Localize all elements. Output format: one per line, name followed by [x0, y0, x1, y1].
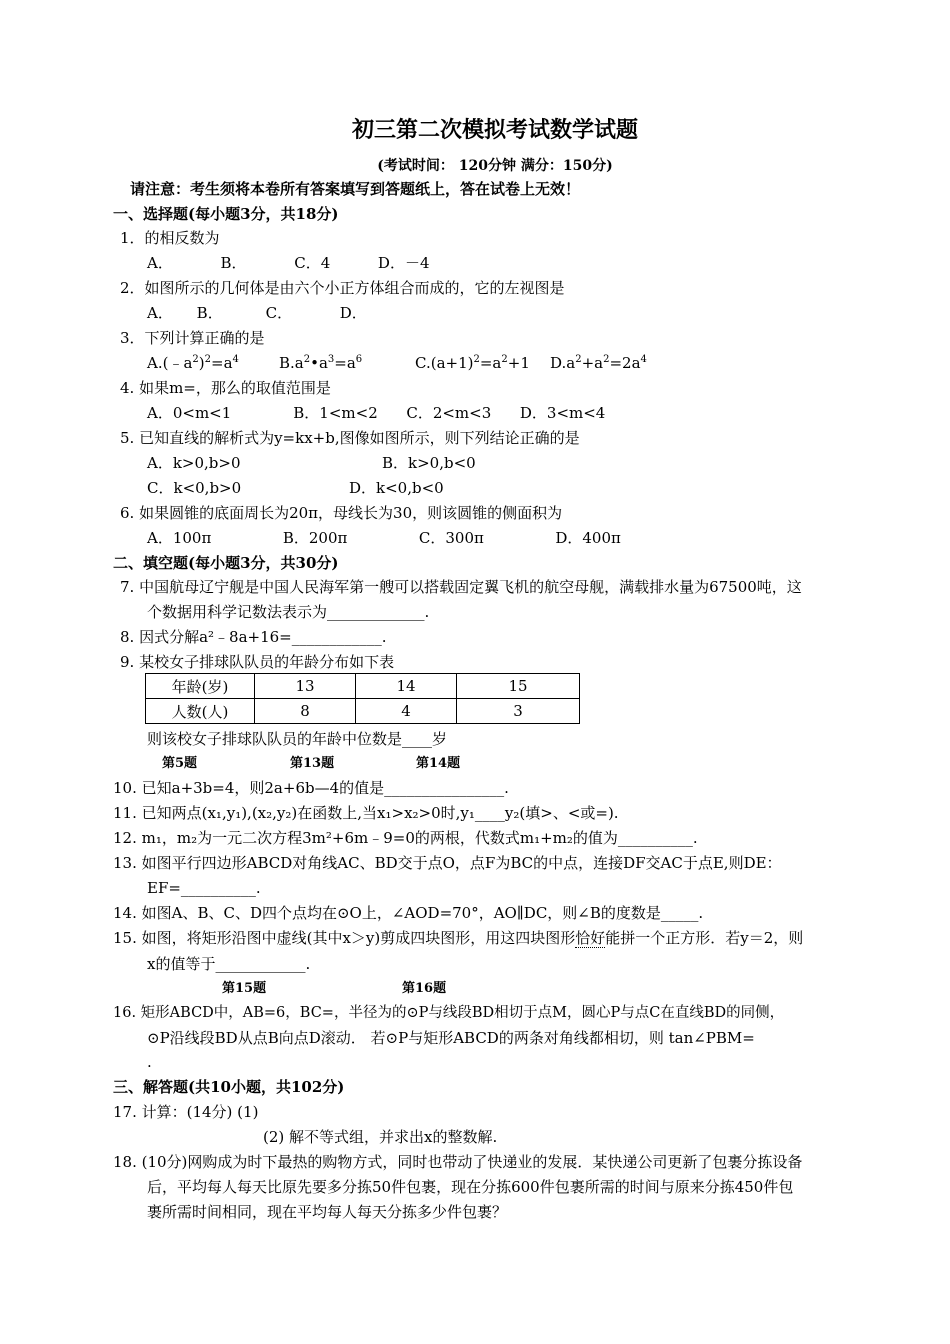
- figure-caption: 第14题: [416, 756, 461, 771]
- table-cell: 14: [356, 674, 457, 699]
- question-4-options: A．0<m<1 B．1<m<2 C．2<m<3 D．3<m<4: [147, 404, 606, 422]
- question-16: 16. 矩形ABCD中，AB=6，BC=，半径为的⊙P与线段BD相切于点M，圆心P与点C在直线BD的同侧，: [113, 1005, 785, 1021]
- question-18: 18. (10分)网购成为时下最热的购物方式，同时也带动了快递业的发展．某快递公司更新了包裹分拣设备: [113, 1153, 803, 1171]
- question-6-options: A．100π B．200π C．300π D．400π: [147, 529, 621, 547]
- exam-info: (考试时间： 120分钟 满分：150分): [377, 158, 613, 174]
- age-table: [145, 673, 580, 724]
- question-15-text: 能拼一个正方形．若y＝2，则: [605, 929, 804, 947]
- table-row: [146, 699, 580, 724]
- question-3: 3．下列计算正确的是: [120, 329, 265, 347]
- question-17: 17. 计算：(14分) (1): [113, 1103, 259, 1121]
- question-14: 14. 如图A、B、C、D四个点均在⊙O上，∠AOD=70°，AO∥DC，则∠B的度数是_____.: [113, 904, 704, 922]
- table-cell: 13: [255, 674, 356, 699]
- question-13-cont: EF=__________.: [147, 879, 261, 897]
- question-17-part2: (2) 解不等式组，并求出x的整数解.: [263, 1128, 498, 1146]
- question-12: 12. m₁，m₂为一元二次方程3m²+6m﹣9=0的两根，代数式m₁+m₂的值为__________.: [113, 829, 698, 847]
- emphasis-text: 恰好: [575, 929, 606, 947]
- table-cell: 3: [457, 699, 580, 724]
- question-4: 4. 如果m=，那么的取值范围是: [120, 379, 331, 397]
- question-2-options: A． B． C． D．: [147, 304, 367, 322]
- question-5-option-b: B．k>0,b<0: [382, 454, 476, 472]
- question-5-option-a: A．k>0,b>0: [147, 454, 241, 472]
- table-cell: 年龄(岁): [146, 674, 255, 699]
- question-3-options: $A.(﹣a^2)^2=a^4$ $B.a^2•a^3=a^6$ $C.(a+1)^2=a^2+1$ $D.a^2+a^2=2a^4$: [147, 354, 647, 372]
- figure-caption: 第15题: [222, 981, 267, 996]
- question-9-cont: 则该校女子排球队队员的年龄中位数是____岁: [147, 730, 448, 748]
- question-10: 10. 已知a+3b=4，则2a+6b—4的值是________________.: [113, 779, 509, 797]
- table-cell: 4: [356, 699, 457, 724]
- question-16-cont: ⊙P沿线段BD从点B向点D滚动． 若⊙P与矩形ABCD的两条对角线都相切，则 tan∠PBM=: [147, 1029, 755, 1047]
- question-8: 8. 因式分解a²﹣8a+16=____________.: [120, 628, 387, 646]
- question-2: 2．如图所示的几何体是由六个小正方体组合而成的，它的左视图是: [120, 279, 565, 297]
- question-6: 6. 如果圆锥的底面周长为20π，母线长为30，则该圆锥的侧面积为: [120, 504, 563, 522]
- question-1-options: A． B． C．4 D．－4: [147, 254, 430, 272]
- question-18-end: 裹所需时间相同，现在平均每人每天分拣多少件包裹？: [147, 1203, 508, 1221]
- table-cell: 8: [255, 699, 356, 724]
- figure-caption: 第13题: [290, 756, 335, 771]
- question-5: 5. 已知直线的解析式为y=kx+b,图像如图所示，则下列结论正确的是: [120, 429, 580, 447]
- question-7: 7. 中国航母辽宁舰是中国人民海军第一艘可以搭载固定翼飞机的航空母舰，满载排水量为67500吨，这: [120, 578, 802, 596]
- question-15-text: 15. 如图，将矩形沿图中虚线(其中x＞y)剪成四块图形，用这四块图形: [113, 929, 576, 947]
- question-11: 11. 已知两点(x₁,y₁),(x₂,y₂)在函数上,当x₁>x₂>0时,y₁____y₂(填>、<或=).: [113, 804, 619, 822]
- figure-caption: 第5题: [162, 756, 198, 771]
- question-15: [113, 928, 803, 948]
- section-heading: 三、解答题(共10小题，共102分): [113, 1078, 345, 1096]
- question-15-cont: x的值等于____________.: [147, 955, 311, 973]
- figure-caption: 第16题: [402, 981, 447, 996]
- table-cell: 人数(人): [146, 699, 255, 724]
- question-16-end: .: [147, 1053, 152, 1071]
- notice: 请注意：考生须将本卷所有答案填写到答题纸上，答在试卷上无效！: [130, 180, 581, 198]
- question-1: 1．的相反数为: [120, 229, 220, 247]
- question-5-option-c: C．k<0,b>0: [147, 479, 242, 497]
- table-row: [146, 674, 580, 699]
- question-18-cont: 后，平均每人每天比原先要多分拣50件包裹，现在分拣600件包裹所需的时间与原来分拣450件包: [147, 1178, 794, 1196]
- question-9: 9. 某校女子排球队队员的年龄分布如下表: [120, 653, 395, 671]
- section-heading: 二、填空题(每小题3分，共30分): [113, 554, 339, 572]
- table-cell: 15: [457, 674, 580, 699]
- page-title: 初三第二次模拟考试数学试题: [351, 118, 638, 143]
- question-13: 13. 如图平行四边形ABCD对角线AC、BD交于点O，点F为BC的中点，连接DF交AC于点E,则DE：: [113, 854, 782, 872]
- question-7-cont: 个数据用科学记数法表示为_____________.: [147, 603, 430, 621]
- question-5-option-d: D．k<0,b<0: [349, 479, 444, 497]
- section-heading: 一、选择题(每小题3分，共18分): [113, 205, 339, 223]
